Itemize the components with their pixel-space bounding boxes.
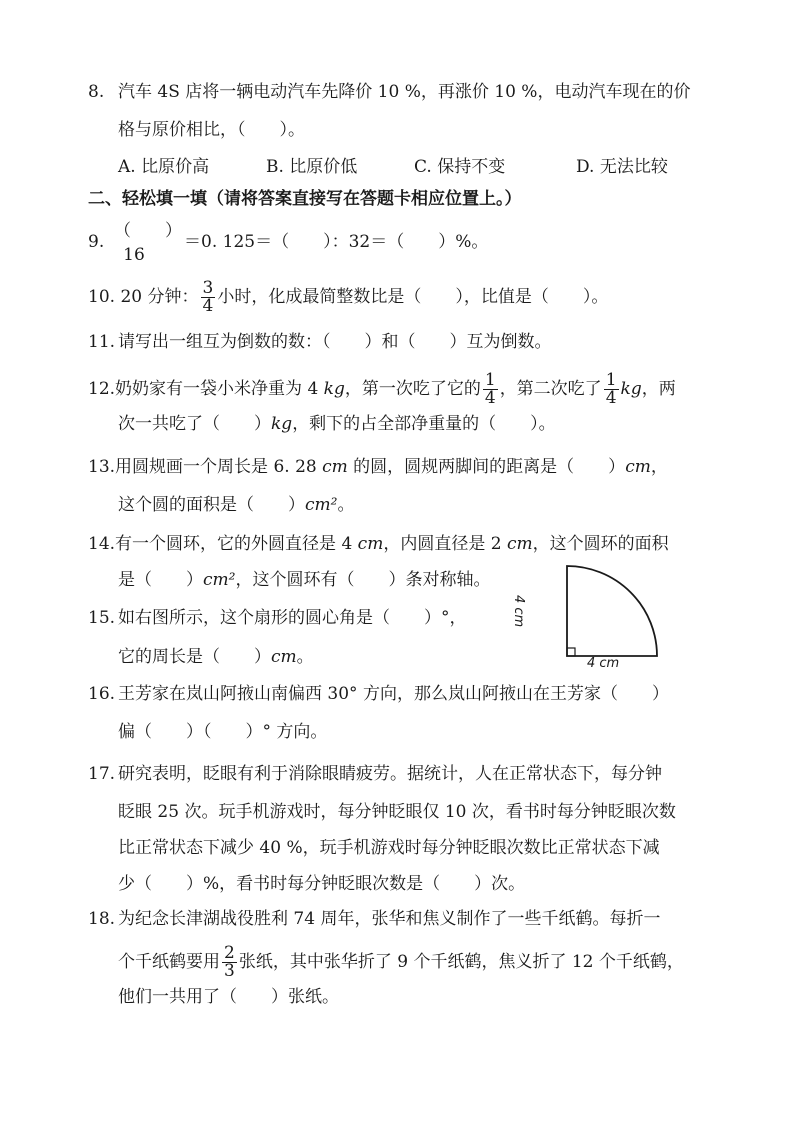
q17-number: 17.: [88, 764, 116, 784]
q15-text-b: 。: [296, 647, 314, 667]
q10-fraction-denominator: 4: [202, 296, 214, 316]
q14-text-d: 是（ ）: [118, 570, 203, 590]
q8-text-line2: 格与原价相比，（ ）。: [118, 120, 305, 140]
q17-text-line3: 比正常状态下减少 40 %，玩手机游戏时每分钟眨眼次数比正常状态下减: [118, 838, 660, 858]
q11-text: 请写出一组互为倒数的数：（ ）和（ ）互为倒数。: [118, 332, 552, 352]
q9-fraction: [114, 218, 182, 266]
q10-number: 10.: [88, 287, 116, 307]
q10-fraction-numerator: 3: [202, 278, 214, 298]
q14-number: 14.: [88, 534, 116, 554]
q13-text-d: 这个圆的面积是（ ）: [118, 495, 305, 515]
q13-unit-cm-2: cm: [625, 457, 651, 477]
q12-unit-kg-3: kg: [271, 414, 293, 434]
q12-text-e: 次一共吃了（ ）: [118, 414, 271, 434]
q12-fraction-2-numerator: 1: [605, 370, 617, 390]
q18-fraction-denominator: 3: [224, 961, 235, 981]
q12-text-d: ，两: [641, 379, 676, 399]
q15-figure-bottom-label: 4 cm: [587, 656, 620, 671]
q18-text-line3: 他们一共用了（ ）张纸。: [118, 987, 339, 1007]
q12-unit-kg-2: kg: [620, 379, 642, 399]
q18-line2: [118, 945, 684, 980]
right-angle-mark: [567, 648, 575, 656]
section-2-title: 二、轻松填一填（请将答案直接写在答题卡相应位置上。）: [88, 189, 522, 209]
q10-text-b: 小时，化成最简整数比是（ ），比值是（ ）。: [217, 287, 609, 307]
q8-option-c: C. 保持不变: [414, 157, 506, 177]
q18-text-a: 个千纸鹤要用: [118, 952, 220, 972]
q8-option-a: A. 比原价高: [118, 157, 210, 177]
q16-number: 16.: [88, 684, 116, 704]
q15-unit-cm: cm: [271, 647, 297, 667]
q18-fraction-numerator: 2: [224, 943, 235, 963]
q13-line2: [118, 493, 354, 517]
q12-text-b: ，第一次吃了它的: [344, 379, 481, 399]
q12-fraction-2: [604, 372, 619, 407]
q12-fraction-1: [483, 372, 498, 407]
q13-text-b: 的圆，圆规两脚间的距离是（ ）: [347, 457, 626, 477]
q11-number: 11.: [88, 332, 116, 352]
q18-number: 18.: [88, 909, 116, 929]
q14-line2: [118, 568, 490, 592]
q10-text-a: 20 分钟：: [120, 287, 199, 307]
q9-number: 9.: [88, 232, 105, 252]
q15-line2: [118, 645, 314, 669]
q12-fraction-1-numerator: 1: [484, 370, 496, 390]
q10-fraction: [201, 280, 216, 315]
q16-text-line2: 偏（ ）（ ）° 方向。: [118, 722, 328, 742]
q9-fraction-numerator: （ ）: [114, 221, 182, 241]
q14-unit-cm-2: cm: [506, 534, 533, 554]
q15-number: 15.: [88, 608, 116, 628]
q14-unit-cm2: cm²: [203, 570, 236, 590]
q17-text-line1: 研究表明，眨眼有利于消除眼睛疲劳。据统计，人在正常状态下，每分钟: [118, 764, 662, 784]
q12-fraction-1-denominator: 4: [484, 388, 496, 408]
q13-text-a: 用圆规画一个周长是 6. 28: [115, 457, 323, 477]
q8-text-line1: 汽车 4S 店将一辆电动汽车先降价 10 %，再涨价 10 %，电动汽车现在的价: [118, 82, 691, 102]
q10-line: [88, 280, 608, 315]
q18-fraction: [222, 945, 237, 980]
q12-fraction-2-denominator: 4: [605, 388, 617, 408]
q9-fraction-denominator: 16: [123, 245, 145, 265]
sector-outline: [567, 566, 657, 656]
q8-option-b: B. 比原价低: [266, 157, 358, 177]
q15-figure-side-label: 4 cm: [511, 595, 526, 628]
q13-unit-cm: cm: [322, 457, 348, 477]
q12-line1: [88, 372, 676, 407]
q8-number: 8.: [88, 82, 105, 102]
q14-text-c: ，这个圆环的面积: [532, 534, 669, 554]
q14-text-e: ，这个圆环有（ ）条对称轴。: [235, 570, 491, 590]
q12-number: 12.: [88, 379, 116, 399]
q14-line1: [88, 532, 669, 556]
q17-text-line4: 少（ ）%，看书时每分钟眨眼次数是（ ）次。: [118, 874, 526, 894]
q13-text-e: 。: [337, 495, 355, 515]
q18-text-b: 张纸，其中张华折了 9 个千纸鹤，焦义折了 12 个千纸鹤，: [238, 952, 684, 972]
q13-number: 13.: [88, 457, 116, 477]
q18-text-line1: 为纪念长津湖战役胜利 74 周年，张华和焦义制作了一些千纸鹤。每折一: [118, 909, 661, 929]
q12-text-a: 奶奶家有一袋小米净重为 4: [115, 379, 324, 399]
q14-unit-cm: cm: [357, 534, 384, 554]
q9-text: ＝0. 125＝（ ）：32＝（ ）%。: [184, 232, 489, 252]
q14-text-b: ，内圆直径是 2: [383, 534, 507, 554]
q16-text-line1: 王芳家在岚山阿掖山南偏西 30° 方向，那么岚山阿掖山在王芳家（ ）: [118, 684, 669, 704]
q13-line1: [88, 455, 668, 479]
q13-unit-cm2: cm²: [305, 495, 338, 515]
q17-text-line2: 眨眼 25 次。玩手机游戏时，每分钟眨眼仅 10 次，看书时每分钟眨眼次数: [118, 802, 676, 822]
q15-text-a: 它的周长是（ ）: [118, 647, 271, 667]
q12-text-f: ，剩下的占全部净重量的（ ）。: [292, 414, 556, 434]
q13-text-c: ，: [650, 457, 668, 477]
q14-text-a: 有一个圆环，它的外圆直径是 4: [115, 534, 358, 554]
q12-text-c: ，第二次吃了: [499, 379, 602, 399]
q12-unit-kg: kg: [323, 379, 345, 399]
q8-option-d: D. 无法比较: [576, 157, 668, 177]
q15-text-line1: 如右图所示，这个扇形的圆心角是（ ）°，: [118, 608, 467, 628]
q12-line2: [118, 412, 556, 436]
